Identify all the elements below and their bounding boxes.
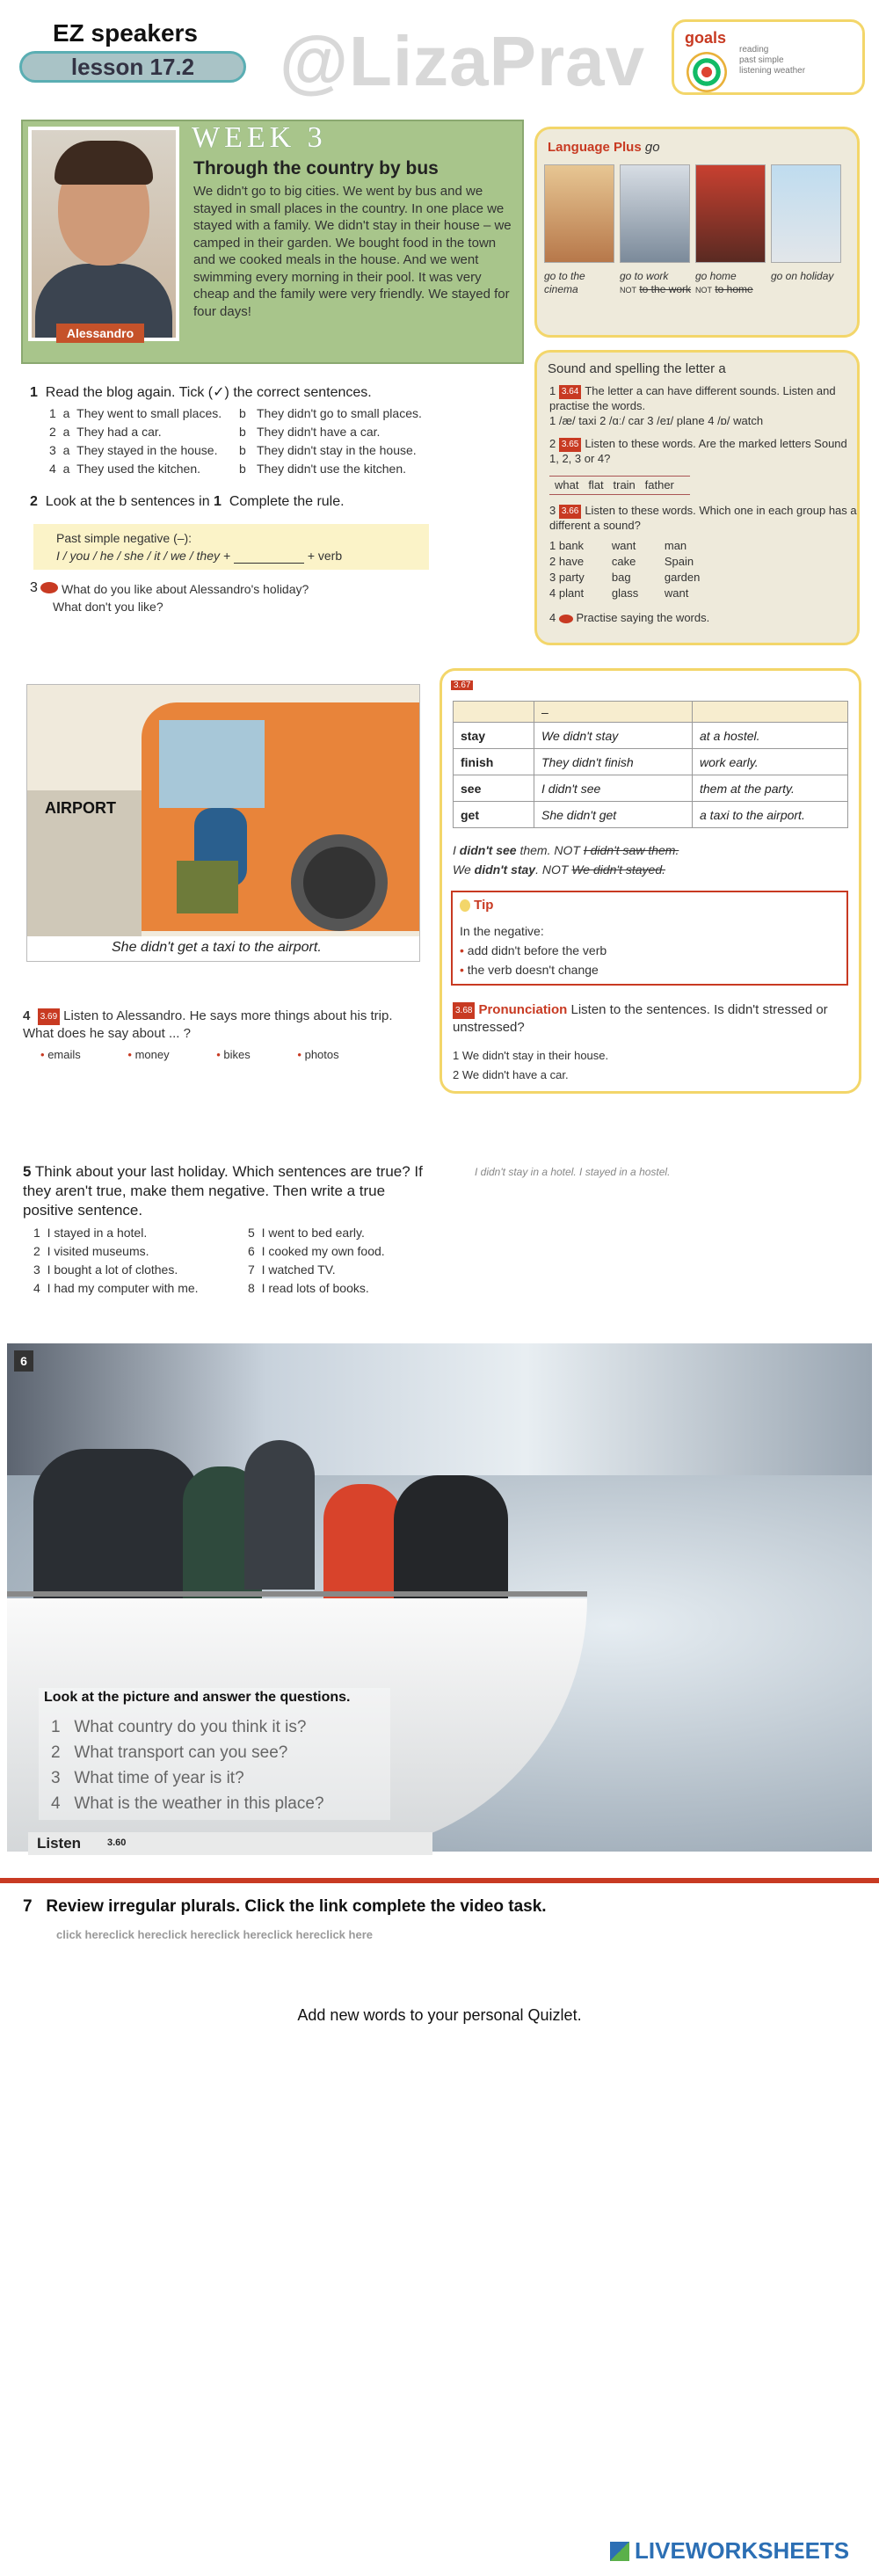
grammar-row: finish They didn't finish work early.: [454, 749, 848, 775]
ex1-title: 1 Read the blog again. Tick (✓) the correct sentences.: [30, 385, 372, 400]
speech-bubble-icon: [40, 582, 58, 593]
sound-words: what flat train father: [549, 476, 690, 495]
tourist-figure: [394, 1475, 508, 1607]
caption-home: go home NOT to home: [695, 270, 753, 295]
grammar-table: – stay We didn't stay at a hostel. finish They didn't finish work early. see I didn't see them at the party. get She didn't get a taxi to the airport.: [453, 701, 848, 828]
bus-illustration: [26, 684, 420, 962]
sound-item-3: 3 3.66 Listen to these words. Which one in each group has a different a sound?: [549, 504, 857, 532]
video-link[interactable]: click here: [267, 1928, 320, 1941]
ex6-number: 6: [14, 1350, 33, 1372]
target-icon: [686, 52, 727, 92]
ex5-item[interactable]: 5 I went to bed early.: [248, 1226, 365, 1240]
tip-title: Tip: [460, 898, 493, 913]
sound-item-2: 2 3.65 Listen to these words. Are the marked letters Sound 1, 2, 3 or 4?: [549, 437, 847, 465]
ex6-question: 1 What country do you think it is?: [51, 1718, 307, 1736]
video-link[interactable]: click here: [214, 1928, 267, 1941]
blog-heading: Through the country by bus: [193, 158, 439, 178]
audio-track-button[interactable]: 3.66: [559, 505, 581, 519]
ex5-item[interactable]: 8 I read lots of books.: [248, 1281, 369, 1295]
ex3-num: 3: [30, 580, 38, 595]
sound-group-row: 4 plant glass want: [549, 586, 689, 600]
listen-bar[interactable]: [28, 1832, 432, 1855]
goal-item: reading: [739, 45, 769, 55]
tip-bullet: • the verb doesn't change: [460, 963, 599, 977]
ex7-instruction: 7 Review irregular plurals. Click the link complete the video task.: [23, 1897, 547, 1916]
listen-label: Listen: [37, 1835, 82, 1852]
goal-item: listening weather: [739, 66, 806, 76]
grammar-note-2: We didn't stay. NOT We didn't stayed.: [453, 862, 666, 877]
watermark: @LizaPrav: [280, 22, 646, 100]
speech-bubble-icon: [559, 615, 573, 623]
ex4-text: 4 3.69 Listen to Alessandro. He says more things about his trip. What does he say about ... ?: [23, 1008, 393, 1041]
caption-work: go to work NOT to the work: [620, 270, 692, 295]
quizlet-note: Add new words to your personal Quizlet.: [297, 2006, 582, 2024]
ex2-title: 2 Look at the b sentences in 1 Complete the rule.: [30, 494, 345, 509]
audio-track-button[interactable]: 3.68: [453, 1002, 475, 1019]
ex6-title: Look at the picture and answer the questions.: [44, 1690, 351, 1705]
ex3-q1: What do you like about Alessandro's holiday?: [62, 582, 309, 596]
grammar-audio[interactable]: 3.67: [451, 678, 476, 694]
tourist-figure: [244, 1440, 315, 1590]
caption-holiday: go on holiday: [771, 270, 834, 282]
ex5-item[interactable]: 7 I watched TV.: [248, 1263, 336, 1277]
boat-railing: [7, 1591, 587, 1597]
sound-group-row: 2 have cake Spain: [549, 555, 694, 568]
blog-text: We didn't go to big cities. We went by bus and we stayed in small places in the country. In one place we stayed with a family. We didn't stay in their house – we camped in their garden. We bought food in the town and we cooked meals in the house. And we went swimming every morning in their pool. It was very cheap and the family were very friendly. We stayed for four days!: [193, 184, 512, 319]
cinema-picture: [544, 164, 614, 263]
ex7-links: [56, 1927, 373, 1943]
ex5-item[interactable]: 3 I bought a lot of clothes.: [33, 1263, 178, 1277]
goals-box: [672, 19, 865, 95]
goals-title: goals: [685, 29, 727, 47]
sound-spelling-title: Sound and spelling the letter a: [548, 361, 726, 376]
ex1-row[interactable]: 3 a They stayed in the house. b They didn't stay in the house.: [49, 443, 417, 457]
tip-bullet: • add didn't before the verb: [460, 943, 607, 957]
ex1-row[interactable]: 2 a They had a car. b They didn't have a car.: [49, 425, 381, 439]
ex5-example: I didn't stay in a hotel. I stayed in a hostel.: [475, 1166, 671, 1178]
ex6-question: 2 What transport can you see?: [51, 1743, 288, 1762]
work-picture: [620, 164, 690, 263]
suitcase: [177, 861, 238, 913]
pronunciation-sentence: 2 We didn't have a car.: [453, 1068, 569, 1081]
ex3-q2: What don't you like?: [53, 600, 163, 614]
ex1-row[interactable]: 1 a They went to small places. b They didn't go to small places.: [49, 406, 422, 420]
grammar-box: [440, 668, 861, 1094]
language-plus-title: Language Plus go: [548, 140, 660, 155]
ex6-questions: [51, 1714, 324, 1816]
pronunciation-sentence: 1 We didn't stay in their house.: [453, 1049, 609, 1062]
ex5-left-list: [33, 1224, 209, 1298]
bus-caption: She didn't get a taxi to the airport.: [112, 940, 322, 955]
video-link[interactable]: click here: [162, 1928, 214, 1941]
bus-window: [159, 720, 265, 808]
ex1-row[interactable]: 4 a They used the kitchen. b They didn't use the kitchen.: [49, 462, 406, 476]
sound-spelling-box: [534, 350, 860, 645]
caption-cinema: go to the cinema: [544, 270, 585, 295]
ex5-right-list: [248, 1224, 424, 1298]
language-plus-box: [534, 127, 860, 338]
grammar-row: get She didn't get a taxi to the airport.: [454, 802, 848, 828]
ex6-question: 3 What time of year is it?: [51, 1769, 244, 1787]
photo-hair: [54, 141, 153, 185]
lesson-badge: lesson 17.2: [19, 51, 246, 83]
sound-item-1: 1 3.64 The letter a can have different sounds. Listen and practise the words.: [549, 384, 836, 412]
tip-box: [451, 891, 848, 986]
grammar-row: see I didn't see them at the party.: [454, 775, 848, 802]
video-link[interactable]: click here: [320, 1928, 373, 1941]
ex5-item[interactable]: 2 I visited museums.: [33, 1244, 149, 1258]
week-title: WEEK 3: [192, 121, 327, 154]
rule-answer-input[interactable]: [234, 549, 304, 564]
rule-text: I / you / he / she / it / we / they + + verb: [56, 549, 343, 563]
ex4-items: • emails • money • bikes • photos: [40, 1048, 339, 1061]
bus-wheel: [291, 834, 388, 931]
sound-line: 1 /æ/ taxi 2 /ɑː/ car 3 /eɪ/ plane 4 /ɒ/ watch: [549, 414, 764, 427]
video-link[interactable]: click here: [56, 1928, 109, 1941]
ex6-question: 4 What is the weather in this place?: [51, 1794, 324, 1813]
tourist-figure: [33, 1449, 200, 1598]
rule-box: [33, 524, 429, 570]
liveworksheets-logo-icon: [610, 2542, 629, 2561]
ex5-item[interactable]: 1 I stayed in a hotel.: [33, 1226, 148, 1240]
airport-sign: AIRPORT: [45, 799, 116, 817]
grammar-note-1: I didn't see them. NOT I didn't saw them.: [453, 843, 679, 857]
photo-name-tag: Alessandro: [56, 324, 144, 343]
liveworksheets-brand: LIVEWORKSHEETS: [635, 2537, 850, 2564]
grammar-row: stay We didn't stay at a hostel.: [454, 723, 848, 749]
audio-track-button[interactable]: 3.64: [559, 385, 581, 399]
sound-item-4: 4 Practise saying the words.: [549, 611, 710, 624]
holiday-picture: [771, 164, 841, 263]
pronunciation-text: 3.68 Pronunciation Listen to the sentences. Is didn't stressed or unstressed?: [453, 1002, 828, 1035]
lightbulb-icon: [460, 899, 470, 912]
ex5-item[interactable]: 6 I cooked my own food.: [248, 1244, 385, 1258]
rule-label: Past simple negative (–):: [56, 531, 193, 545]
video-link[interactable]: click here: [109, 1928, 162, 1941]
page-title: EZ speakers: [53, 19, 198, 47]
sound-group-row: 1 bank want man: [549, 539, 687, 552]
ex1-list: [49, 406, 445, 480]
audio-track-button[interactable]: 3.65: [559, 438, 581, 452]
tourist-red-jacket: [323, 1484, 403, 1607]
home-picture: [695, 164, 766, 263]
ex5-item[interactable]: 4 I had my computer with me.: [33, 1281, 199, 1295]
divider-line: [0, 1878, 879, 1883]
tip-intro: In the negative:: [460, 924, 544, 938]
audio-track-button[interactable]: 3.69: [38, 1008, 60, 1025]
listen-track: 3.60: [107, 1837, 127, 1848]
ex5-instruction: 5 Think about your last holiday. Which sentences are true? If they aren't true, make them negative. Then write a true positive sentence.: [23, 1163, 423, 1219]
goal-item: past simple: [739, 55, 784, 65]
sound-group-row: 3 party bag garden: [549, 571, 701, 584]
